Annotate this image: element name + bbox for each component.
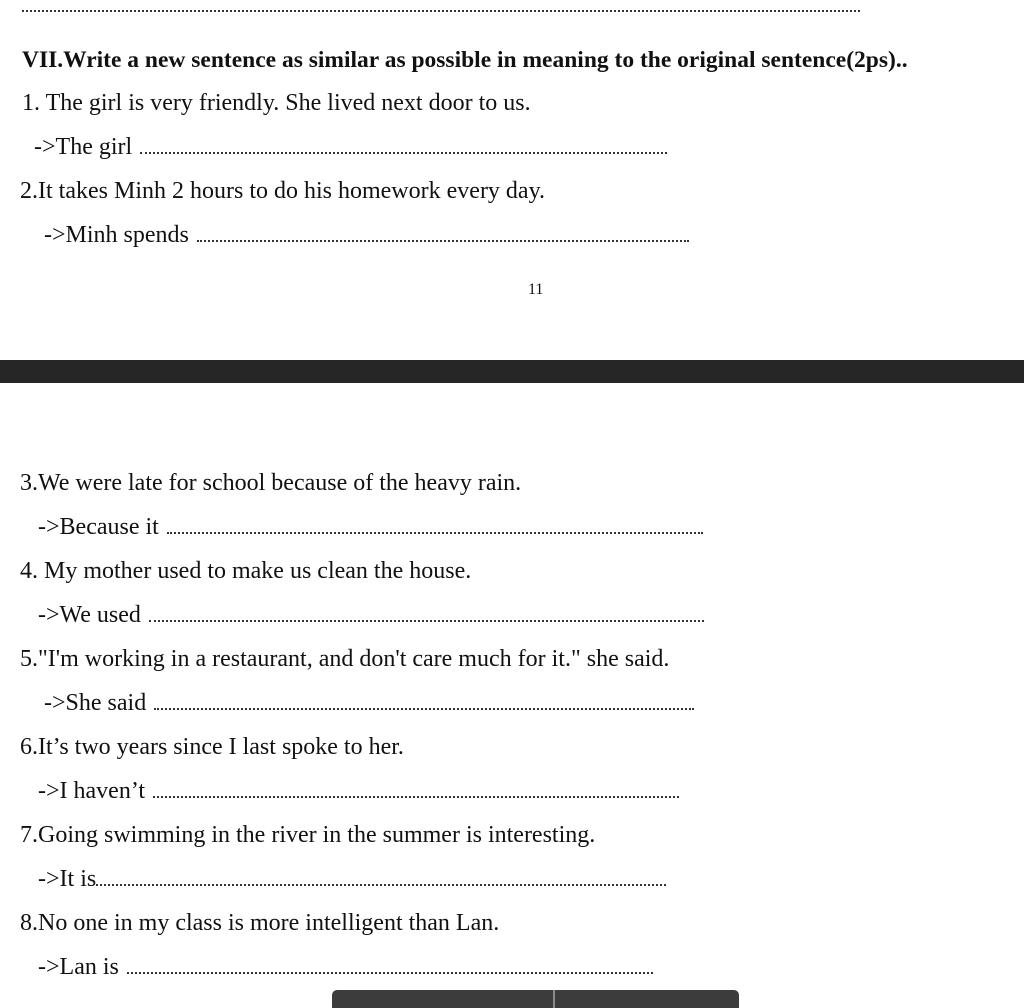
answer-blank-7[interactable] [96, 866, 666, 886]
question-1: 1. The girl is very friendly. She lived next door to us. [22, 90, 531, 116]
answer-line-7 [38, 865, 666, 893]
worksheet-page-bottom [0, 383, 1024, 1008]
question-8: 8.No one in my class is more intelligent than Lan. [20, 910, 500, 936]
question-4: 4. My mother used to make us clean the house. [20, 558, 472, 584]
answer-line-4 [38, 601, 704, 629]
answer-start-8: ->Lan is [38, 954, 119, 980]
question-2: 2.It takes Minh 2 hours to do his homework every day. [20, 178, 546, 204]
answer-blank-3[interactable] [167, 514, 703, 534]
answer-start-1: ->The girl [34, 134, 133, 160]
answer-start-2: ->Minh spends [44, 222, 189, 248]
worksheet-page-top [0, 0, 1024, 360]
answer-start-6: ->I haven’t [38, 778, 146, 804]
answer-line-8 [38, 953, 653, 981]
answer-start-7: ->It is [38, 866, 97, 892]
answer-blank-8[interactable] [127, 954, 653, 974]
answer-line-1 [34, 133, 667, 161]
answer-line-5 [44, 689, 694, 717]
page-divider [0, 360, 1024, 383]
answer-start-3: ->Because it [38, 514, 159, 540]
question-6: 6.It’s two years since I last spoke to her. [20, 734, 404, 760]
question-7: 7.Going swimming in the river in the summer is interesting. [20, 822, 596, 848]
answer-blank-2[interactable] [197, 222, 689, 242]
exercise-heading: VII.Write a new sentence as similar as possible in meaning to the original sentence(2ps).. [22, 47, 908, 73]
bottom-toolbar[interactable] [332, 990, 739, 1008]
question-5: 5."I'm working in a restaurant, and don't care much for it." she said. [20, 646, 670, 672]
top-dotted-line [22, 10, 860, 12]
answer-line-2 [44, 221, 689, 249]
page-number: 11 [528, 281, 544, 298]
toolbar-separator [553, 990, 555, 1008]
answer-line-3 [38, 513, 703, 541]
question-3: 3.We were late for school because of the heavy rain. [20, 470, 522, 496]
answer-blank-6[interactable] [153, 778, 679, 798]
answer-blank-4[interactable] [149, 602, 704, 622]
answer-line-6 [38, 777, 679, 805]
answer-start-5: ->She said [44, 690, 147, 716]
answer-blank-1[interactable] [140, 134, 667, 154]
answer-start-4: ->We used [38, 602, 141, 628]
answer-blank-5[interactable] [154, 690, 694, 710]
